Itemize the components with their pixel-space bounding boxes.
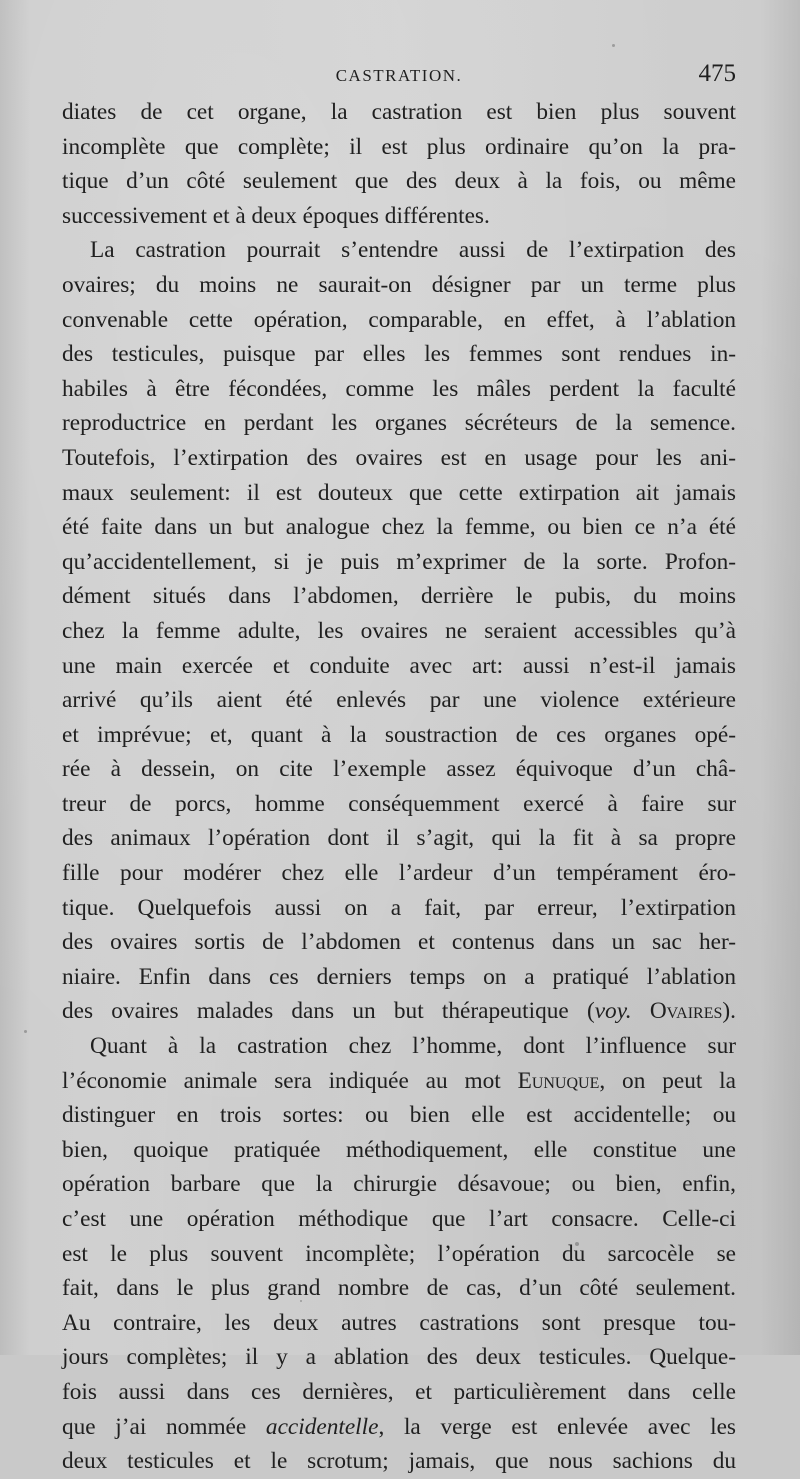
- text-line: bien, quoique pratiquée méthodiquement, elle constitue une: [62, 1136, 736, 1163]
- text-line: jours complètes; il y a ablation des deux testicules. Quelque-: [62, 1344, 736, 1371]
- paper-speck: [575, 1242, 579, 1246]
- paper-speck: [612, 44, 615, 47]
- running-head: CASTRATION.: [335, 66, 463, 85]
- text-line: habiles à être fécondées, comme les mâles perdent la faculté: [62, 375, 736, 402]
- styled-word: voy.: [594, 998, 632, 1025]
- text-line: Toutefois, l’extirpation des ovaires est en usage pour les ani-: [62, 444, 736, 471]
- text-line: niaire. Enfin dans ces derniers temps on a pratiqué l’ablation: [62, 963, 736, 990]
- paper-speck: [300, 1300, 302, 1302]
- text-line: qu’accidentellement, si je puis m’exprimer de la sorte. Profon-: [62, 548, 736, 575]
- text-line: dément situés dans l’abdomen, derrière le pubis, du moins: [62, 583, 736, 610]
- text-line: chez la femme adulte, les ovaires ne seraient accessibles qu’à: [62, 617, 736, 644]
- text-line: Quant à la castration chez l’homme, dont l’influence sur: [90, 1033, 736, 1060]
- text-line: et imprévue; et, quant à la soustraction de ces organes opé-: [62, 721, 736, 748]
- text-line: fois aussi dans ces dernières, et particulièrement dans celle: [62, 1378, 736, 1405]
- text-line: maux seulement: il est douteux que cette extirpation ait jamais: [62, 479, 736, 506]
- text-line: reproductrice en perdant les organes sécréteurs de la semence.: [62, 410, 736, 437]
- text-line: successivement et à deux époques différentes.: [62, 202, 490, 229]
- text-line: tique. Quelquefois aussi on a fait, par erreur, l’extirpation: [62, 894, 736, 921]
- paper-speck: [24, 1030, 27, 1033]
- text-line: c’est une opération méthodique que l’art consacre. Celle-ci: [62, 1206, 736, 1232]
- text-line: des ovaires sortis de l’abdomen et contenus dans un sac her-: [62, 929, 736, 956]
- text-line: opération barbare que la chirurgie désavoue; ou bien, enfin,: [62, 1171, 736, 1198]
- text-line: rée à dessein, on cite l’exemple assez équivoque d’un châ-: [62, 756, 736, 783]
- text-line: convenable cette opération, comparable, en effet, à l’ablation: [62, 306, 736, 333]
- text-line: deux testicules et le scrotum; jamais, que nous sachions du: [62, 1448, 736, 1475]
- text-line: ovaires; du moins ne saurait-on désigner par un terme plus: [62, 271, 736, 298]
- text-line: La castration pourrait s’entendre aussi de l’extirpation des: [90, 237, 736, 264]
- text-line: tique d’un côté seulement que des deux à la fois, ou même: [62, 168, 736, 195]
- text-line: treur de porcs, homme conséquemment exercé à faire sur: [62, 790, 736, 817]
- text-line: incomplète que complète; il est plus ordinaire qu’on la pra-: [62, 133, 736, 160]
- text-line: est le plus souvent incomplète; l’opération du sarcocèle se: [62, 1240, 736, 1267]
- body-text: [62, 95, 736, 1479]
- styled-word: Ovaires: [649, 998, 723, 1025]
- text-line: distinguer en trois sortes: ou bien elle est accidentelle; ou: [62, 1102, 736, 1129]
- text-line: que j’ai nommée accidentelle, la verge est enlevée avec les: [62, 1413, 736, 1440]
- page-number: 475: [698, 60, 736, 87]
- text-line: l’économie animale sera indiquée au mot Eunuque, on peut la: [62, 1067, 736, 1094]
- text-line: des ovaires malades dans un but thérapeutique (voy. Ovaires).: [62, 998, 736, 1025]
- text-line: des animaux l’opération dont il s’agit, qui la fit à sa propre: [62, 825, 736, 852]
- text-line: été faite dans un but analogue chez la femme, ou bien ce n’a été: [62, 514, 736, 541]
- text-line: fait, dans le plus grand nombre de cas, d’un côté seulement.: [62, 1275, 736, 1302]
- styled-word: accidentelle: [265, 1413, 379, 1440]
- text-line: une main exercée et conduite avec art: aussi n’est-il jamais: [62, 652, 736, 679]
- page-header: [62, 60, 736, 92]
- text-line: arrivé qu’ils aient été enlevés par une violence extérieure: [62, 687, 736, 714]
- text-line: des testicules, puisque par elles les femmes sont rendues in-: [62, 341, 736, 368]
- styled-word: Eunuque: [517, 1067, 600, 1094]
- text-line: diates de cet organe, la castration est bien plus souvent: [62, 99, 736, 125]
- text-line: Au contraire, les deux autres castrations sont presque tou-: [62, 1309, 736, 1336]
- text-line: fille pour modérer chez elle l’ardeur d’un tempérament éro-: [62, 860, 736, 887]
